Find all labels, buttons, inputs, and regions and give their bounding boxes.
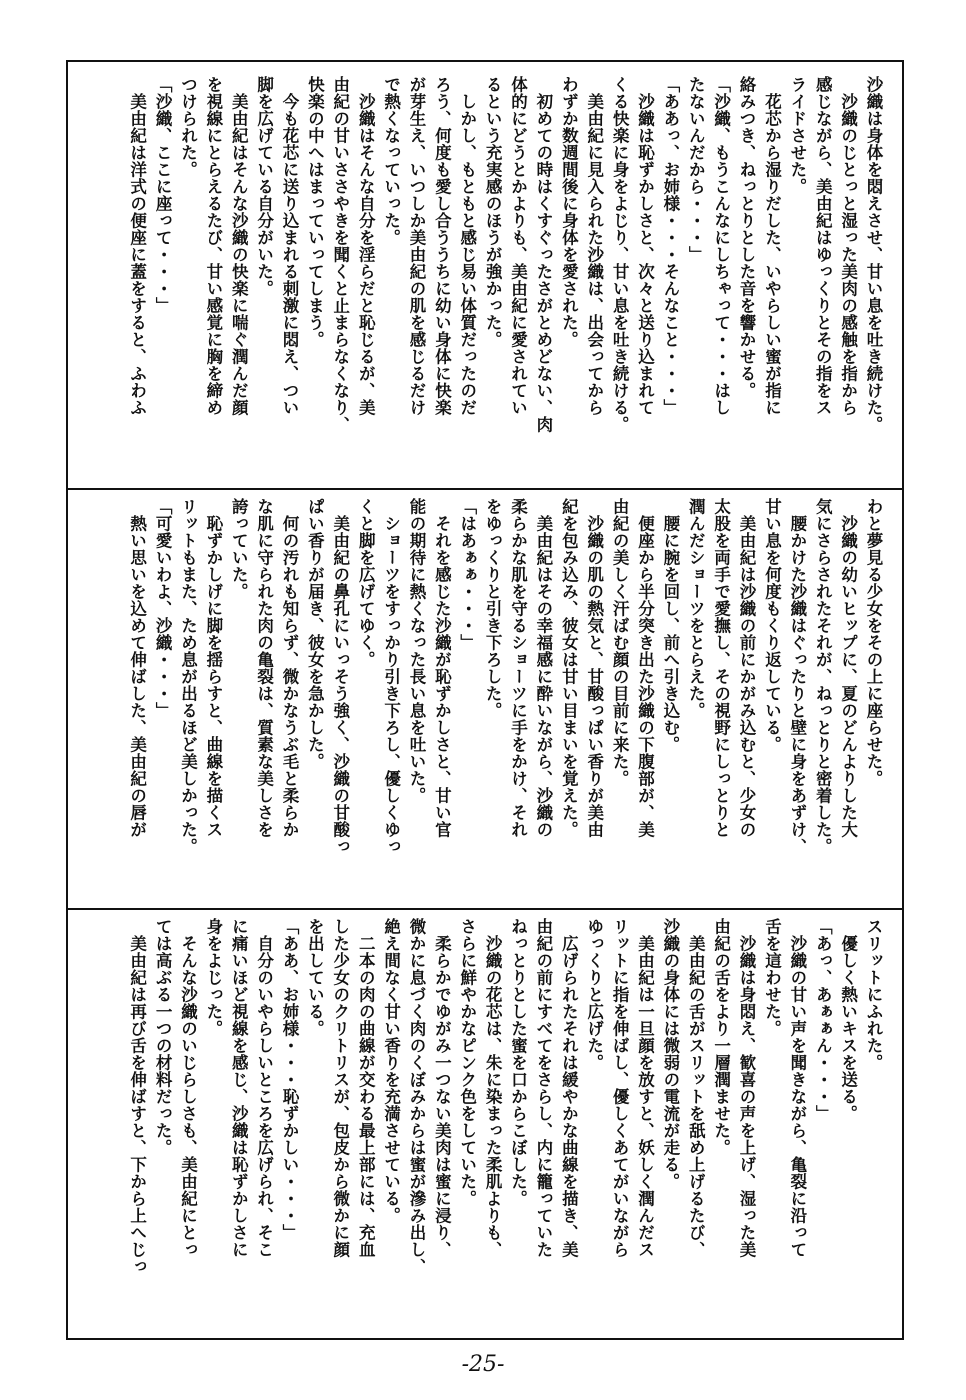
text-column: 沙織のじとっと湿った美肉の感触を指から [838,76,858,416]
text-column: 紀を包み込み、彼女は甘い目まいを覚えた。 [559,498,579,838]
text-column: をゆっくりと引き下ろした。 [483,498,503,719]
text-column: 柔らかでゆがみ一つない美肉は蜜に浸り、 [432,918,452,1258]
text-column: 美由紀は一旦顔を放すと、妖しく潤んだス [635,918,655,1258]
text-column: 自分のいやらしいところを広げられ、そこ [254,918,274,1258]
text-column: に痛いほど視線を感じ、沙織は恥ずかしさに [229,918,249,1258]
text-column: 沙織の肌の熱気と、甘酸っぱい香りが美由 [584,498,604,838]
text-column: 「あっ、あぁぁん・・・」 [813,918,833,1122]
text-column: 便座から半分突き出た沙織の下腹部が、美 [635,498,655,838]
text-column: 身をよじった。 [203,918,223,1037]
text-column: たないんだから・・・」 [686,76,706,263]
text-column: 微かに息づく肉のくぼみからは蜜が滲み出し、 [406,918,426,1275]
text-column: 柔らかな肌を守るショーツに手をかけ、それ [508,498,528,838]
text-column: 熱い思いを込めて伸ばした、美由紀の唇が [127,498,147,838]
text-column: 二本の肉の曲線が交わる最上部には、充血 [356,918,376,1258]
text-column: 甘い息を何度もくり返している。 [762,498,782,753]
text-column: 美由紀は洋式の便座に蓋をすると、ふわふ [127,76,147,416]
text-column: 体的にどうとかよりも、美由紀に愛されてい [508,76,528,416]
text-column: そんな沙織のいじらしさも、美由紀にとっ [178,918,198,1258]
text-column: 能の期待に熱くなった長い息を吐いた。 [406,498,426,804]
text-column: 絶え間なく甘い香りを充満させている。 [381,918,401,1224]
text-panel-middle [86,498,886,898]
text-column: 沙織の幼いヒップに、夏のどんよりした大 [838,498,858,838]
text-column: 優しく熱いキスを送る。 [838,918,858,1122]
text-column: 沙織はそんな自分を淫らだと恥じるが、美 [356,76,376,416]
text-column: ねっとりとした蜜を口からこぼした。 [508,918,528,1207]
text-column: 「沙織、もうこんなにしちゃって・・・はし [711,76,731,416]
text-column: リットもまた、ため息が出るほど美しかった。 [178,498,198,855]
text-column: 初めての時はくすぐったさがとめどない、肉 [533,76,553,433]
text-column: が芽生え、いつしか美由紀の肌を感じるだけ [406,76,426,416]
text-column: 腰かけた沙織はぐったりと壁に身をあずけ、 [787,498,807,855]
text-column: 今も花芯に送り込まれる刺激に悶え、つい [280,76,300,416]
text-column: 腰に腕を回し、前へ引き込む。 [660,498,680,753]
panel-divider [66,488,904,490]
text-column: 誇っていた。 [229,498,249,600]
text-column: 「沙織、ここに座って・・・」 [153,76,173,314]
text-column: 美由紀は沙織の前にかがみ込むと、少女の [737,498,757,838]
text-column: 沙織は恥ずかしさと、次々と送り込まれて [635,76,655,416]
text-column: 由紀の舌をより一層潤ませた。 [711,918,731,1156]
text-column: るという充実感のほうが強かった。 [483,76,503,348]
text-column: 沙織の花芯は、朱に染まった柔肌よりも、 [483,918,503,1258]
text-column: 花芯から湿りだした、いやらしい蜜が指に [762,76,782,416]
text-column: リットに指を伸ばし、優しくあてがいながら [610,918,630,1258]
text-column: 由紀の甘いささやきを聞くと止まらなくなり、 [330,76,350,433]
text-column: 舌を這わせた。 [762,918,782,1037]
text-column: した少女のクリトリスが、包皮から微かに顔 [330,918,350,1258]
text-column: 由紀の美しく汗ばむ顔の目前に来た。 [610,498,630,787]
text-column: くと脚を広げてゆく。 [356,498,376,668]
text-column: それを感じた沙織が恥ずかしさと、甘い官 [432,498,452,838]
text-column: 由紀の前にすべてをさらし、内に籠っていた [533,918,553,1258]
text-column: 「ああっ、お姉様・・・そんなこと・・・」 [660,76,680,416]
text-column: さらに鮮やかなピンク色をしていた。 [457,918,477,1207]
text-column: な肌に守られた肉の亀裂は、質素な美しさを [254,498,274,838]
text-panel-top [86,76,886,476]
text-column: ショーツをすっかり引き下ろし、優しくゆっ [381,498,401,855]
text-column: 美由紀の舌がスリットを舐め上げるたび、 [686,918,706,1258]
text-column: しかし、もともと感じ易い体質だったのだ [457,76,477,416]
text-column: 絡みつき、ねっとりとした音を響かせる。 [737,76,757,399]
text-column: ライドさせた。 [787,76,807,195]
text-column: 「はあぁぁ・・・」 [457,498,477,651]
text-column: を出している。 [305,918,325,1037]
text-column: 何の汚れも知らず、微かなうぶ毛と柔らか [280,498,300,838]
text-column: 美由紀の鼻孔にいっそう強く、沙織の甘酸っ [330,498,350,855]
text-column: 快楽の中へはまっていってしまう。 [305,76,325,348]
page-number: -25- [461,1352,505,1377]
text-column: わずか数週間後に身体を愛された。 [559,76,579,348]
text-column: わと夢見る少女をその上に座らせた。 [864,498,883,787]
text-column: ては高ぶる一つの材料だった。 [153,918,173,1156]
text-column: スリットにふれた。 [864,918,883,1071]
text-column: 美由紀はそんな沙織の快楽に喘ぐ潤んだ顔 [229,76,249,416]
text-column: くる快楽に身をよじり、甘い息を吐き続ける。 [610,76,630,433]
text-column: つけられた。 [178,76,198,178]
text-column: ゆっくりと広げた。 [584,918,604,1071]
text-column: 広げられたそれは緩やかな曲線を描き、美 [559,918,579,1258]
text-column: 沙織は身体を悶えさせ、甘い息を吐き続けた。 [864,76,883,433]
text-column: を視線にとらえるたび、甘い感覚に胸を締め [203,76,223,416]
text-column: 太股を両手で愛撫し、その視野にしっとりと [711,498,731,838]
text-column: 脚を広げている自分がいた。 [254,76,274,297]
text-column: 美由紀はその幸福感に酔いながら、沙織の [533,498,553,838]
text-column: 美由紀は再び舌を伸ばすと、下から上へじっ [127,918,147,1275]
text-column: 「可愛いわよ、沙織・・・」 [153,498,173,719]
text-column: 沙織は身悶え、歓喜の声を上げ、湿った美 [737,918,757,1258]
text-column: 美由紀に見入られた沙織は、出会ってから [584,76,604,416]
panel-divider [66,908,904,910]
text-column: で熱くなっていった。 [381,76,401,246]
text-column: 沙織の甘い声を聞きながら、亀裂に沿って [787,918,807,1258]
text-column: 感じながら、美由紀はゆっくりとその指をス [813,76,833,416]
text-column: 潤んだショーツをとらえた。 [686,498,706,719]
text-column: ろう、何度も愛し合ううちに幼い身体に快楽 [432,76,452,416]
text-column: 沙織の身体には微弱の電流が走る。 [660,918,680,1190]
text-column: 気にさらされたそれが、ねっとりと密着した。 [813,498,833,855]
text-column: 「ああ、お姉様・・・恥ずかしい・・・」 [280,918,300,1241]
text-panel-bottom [86,918,886,1320]
text-column: ぱい香りが届き、彼女を急かした。 [305,498,325,770]
text-column: 恥ずかしげに脚を揺らすと、曲線を描くス [203,498,223,838]
